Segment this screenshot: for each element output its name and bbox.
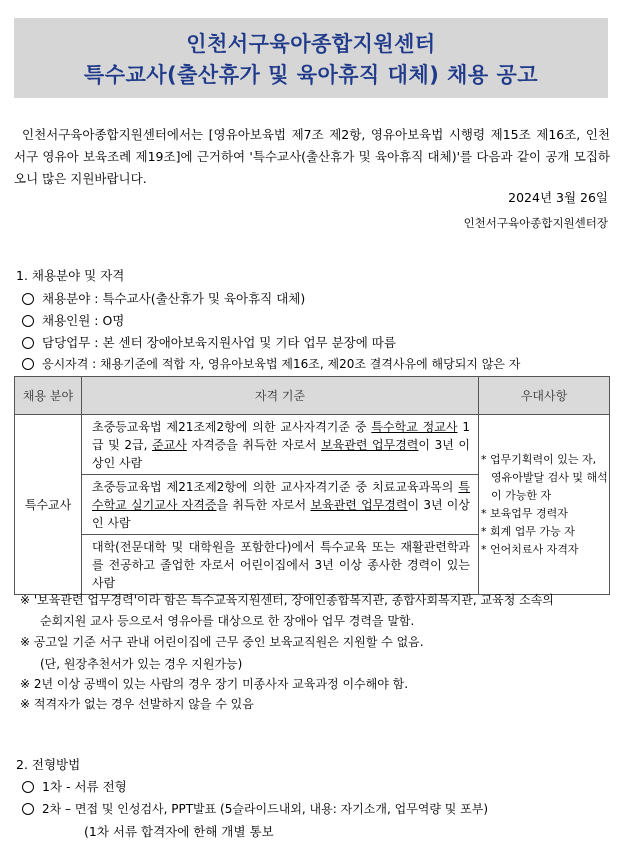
preference-cell bbox=[479, 415, 610, 595]
note-line: ※ 적격자가 없는 경우 선발하지 않을 수 있음 bbox=[20, 697, 254, 711]
title-line-1: 인천서구육아종합지원센터 bbox=[186, 32, 436, 56]
circle-bullet-icon bbox=[22, 358, 34, 370]
table-header: 채용 분야 bbox=[15, 377, 82, 415]
circle-bullet-icon bbox=[22, 315, 34, 327]
criteria-cell: 초중등교육법 제21조제2항에 의한 교사자격기준 중 특수학교 정교사 1급 및 2급, 준교사 자격증을 취득한 자로서 보육관련 업무경력이 3년 이상인 사람 bbox=[82, 415, 479, 475]
note-line: (단, 원장추천서가 있는 경우 지원가능) bbox=[40, 657, 243, 671]
intro-paragraph: 인천서구육아종합지원센터에서는 [영유아보육법 제7조 제2항, 영유아보육법 시행령 제15조 제16조, 인천 서구 영유아 보육조례 제19조]에 근거하여 '특수교사(출산휴가 및 육아휴직 대체)'를 다음과 같이 공개 모집하오니 많은 지원바랍니다. bbox=[14, 127, 610, 186]
list-item: 1차 - 서류 전형 bbox=[22, 777, 127, 795]
section-1-heading: 1. 채용분야 및 자격 bbox=[16, 268, 125, 283]
circle-bullet-icon bbox=[22, 781, 34, 793]
qualification-table bbox=[14, 376, 610, 595]
preference-item: * 언어치료사 자격자 bbox=[481, 542, 579, 556]
field-cell: 특수교사 bbox=[15, 415, 82, 595]
organization-signature: 인천서구육아종합지원센터장 bbox=[463, 216, 608, 230]
title-banner bbox=[14, 18, 608, 98]
note-line: ※ 공고일 기준 서구 관내 어린이집에 근무 중인 보육교직원은 지원할 수 없음. bbox=[20, 635, 424, 649]
section-2-heading: 2. 전형방법 bbox=[16, 757, 81, 772]
table-header: 우대사항 bbox=[479, 377, 610, 415]
list-item: 담당업무 : 본 센터 장애아보육지원사업 및 기타 업무 분장에 따름 bbox=[22, 333, 396, 351]
list-item: 채용분야 : 특수교사(출산휴가 및 육아휴직 대체) bbox=[22, 289, 305, 307]
note-line: 순회지원 교사 등으로서 영유아를 대상으로 한 장애아 업무 경력을 말함. bbox=[40, 614, 415, 628]
criteria-cell: 초중등교육법 제21조제2항에 의한 교사자격기준 중 치료교육과목의 특수학교 실기교사 자격증을 취득한 자로서 보육관련 업무경력이 3년 이상인 사람 bbox=[82, 475, 479, 535]
preference-item: * 회계 업무 가능 자 bbox=[481, 524, 575, 538]
list-item: 채용인원 : O명 bbox=[22, 311, 124, 329]
note-line: ※ 2년 이상 공백이 있는 사람의 경우 장기 미종사자 교육과정 이수해야 함. bbox=[20, 677, 409, 691]
table-row bbox=[15, 415, 610, 475]
circle-bullet-icon bbox=[22, 293, 34, 305]
criteria-cell: 대학(전문대학 및 대학원을 포함한다)에서 특수교육 또는 재활관련학과를 전공하고 졸업한 자로서 어린이집에서 3년 이상 종사한 경력이 있는 사람 bbox=[82, 535, 479, 595]
table-header: 자격 기준 bbox=[82, 377, 479, 415]
circle-bullet-icon bbox=[22, 337, 34, 349]
note-line: ※ '보육관련 업무경력'이라 함은 특수교육지원센터, 장애인종합복지관, 종합사회복지관, 교육청 소속의 bbox=[20, 593, 554, 607]
circle-bullet-icon bbox=[22, 803, 34, 815]
title-line-2: 특수교사(출산휴가 및 육아휴직 대체) 채용 공고 bbox=[83, 63, 539, 87]
list-item: 2차 – 면접 및 인성검사, PPT발표 (5슬라이드내외, 내용: 자기소개, 업무역량 및 포부) bbox=[22, 800, 488, 817]
notice-date: 2024년 3월 26일 bbox=[508, 190, 608, 205]
preference-item: * 업무기획력이 있는 자, 영유아발달 검사 및 해석이 가능한 자 bbox=[481, 452, 608, 502]
preference-item: * 보육업무 경력자 bbox=[481, 506, 568, 520]
list-subitem: (1차 서류 합격자에 한해 개별 통보 bbox=[84, 824, 274, 839]
list-item: 응시자격 : 채용기준에 적합 자, 영유아보육법 제16조, 제20조 결격사유에 해당되지 않은 자 bbox=[22, 355, 520, 372]
